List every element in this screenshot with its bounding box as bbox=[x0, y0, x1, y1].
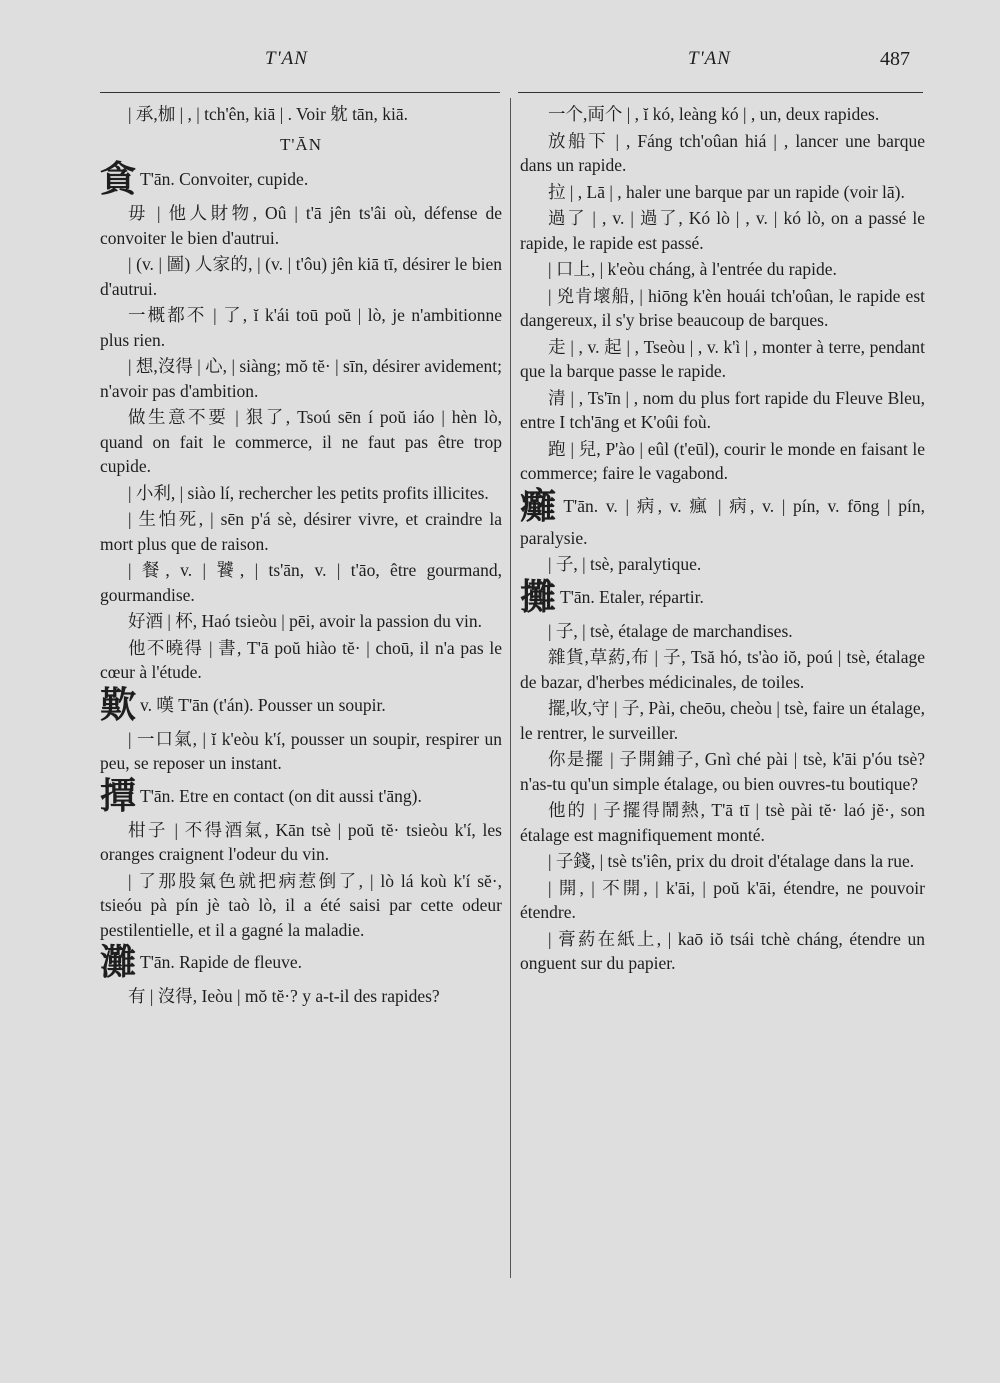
headword-entry bbox=[100, 944, 502, 982]
sub-entry: 他不曉得 | 書, T'ā poŭ hiào tĕ· | choū, il n'a pas le cœur à l'étude. bbox=[100, 637, 502, 682]
column-divider bbox=[510, 98, 511, 1278]
sub-entry: 做生意不要 | 狠了, Tsoú sēn í poŭ iáo | hèn lò, quand on fait le commerce, il ne faut pas être trop cupide. bbox=[100, 407, 502, 476]
sub-entry: 你是擺 | 子開鋪子, Gnì ché pài | tsè, k'āi p'óu tsè? n'as-tu qu'un simple étalage, ou bien ouvres-tu boutique? bbox=[520, 749, 925, 794]
sub-entry: | 生怕死, | sēn p'á sè, désirer vivre, et craindre la mort plus que de raison. bbox=[100, 509, 502, 554]
sub-entry: | 餐, v. | 饕, | ts'ān, v. | t'āo, être gourmand, gourmandise. bbox=[100, 560, 502, 605]
sub-entry: 走 | , v. 起 | , Tseòu | , v. k'ì | , monter à terre, pendant que la barque passe le rapide. bbox=[520, 336, 925, 381]
sub-entry: 柑子 | 不得酒氣, Kān tsè | poŭ tĕ· tsieòu k'í, les oranges craignent l'odeur du vin. bbox=[100, 819, 502, 864]
sub-entry: | 小利, | siào lí, rechercher les petits profits illicites. bbox=[128, 482, 489, 503]
section-heading: T'ĀN bbox=[279, 134, 322, 154]
headword-character: 灘 bbox=[100, 942, 137, 983]
sub-entry: | 口上, | k'eòu cháng, à l'entrée du rapide. bbox=[548, 259, 837, 279]
header-rule-left bbox=[100, 92, 500, 93]
sub-entry: 擺,收,守 | 子, Pài, cheōu, cheòu | tsè, faire un étalage, le rentrer, le surveiller. bbox=[520, 698, 925, 743]
sub-entry: 過了 | , v. | 過了, Kó lò | , v. | kó lò, on a passé le rapide, le rapide est passé. bbox=[520, 208, 925, 253]
headword-definition: T'ān. Etre en contact (on dit aussi t'āng). bbox=[140, 785, 422, 806]
sub-entry: | 承,枷 | , | tch'ên, kiā | . Voir 躭 tān, kiā. bbox=[128, 104, 408, 124]
sub-entry: | 膏葯在紙上, | kaō iŏ tsái tchè cháng, étendre un onguent sur du papier. bbox=[520, 928, 925, 973]
sub-entry: | 了那股氣色就把病惹倒了, | lò lá koù k'í sĕ·, tsieóu pà pín jè taò lò, il a été saisi par cette odeur pestilentielle, et il a gagné la maladie. bbox=[100, 870, 502, 940]
page-number: 487 bbox=[880, 48, 910, 70]
headword-character: 貪 bbox=[100, 159, 137, 200]
sub-entry: 拉 | , Lā | , haler une barque par un rapide (voir lā). bbox=[548, 181, 905, 202]
headword-entry bbox=[100, 684, 502, 726]
sub-entry: 清 | , Ts'īn | , nom du plus fort rapide du Fleuve Bleu, entre I tch'āng et K'oûi foù. bbox=[520, 387, 925, 432]
sub-entry: | 子, | tsè, paralytique. bbox=[548, 554, 702, 574]
headword-character: 攤 bbox=[520, 576, 557, 618]
right-column bbox=[520, 102, 925, 978]
sub-entry: 好酒 | 杯, Haó tsieòu | pēi, avoir la passion du vin. bbox=[128, 611, 483, 631]
headword-entry bbox=[520, 485, 925, 551]
header-rule-right bbox=[518, 92, 923, 93]
sub-entry: | 兇肯壞船, | hiōng k'èn houái tch'oûan, le rapide est dangereux, il s'y brise beaucoup de barques. bbox=[520, 285, 925, 330]
sub-entry: 雜貨,草葯,布 | 子, Tsă hó, ts'ào iŏ, poú | tsè, étalage de bazar, d'herbes médicinales, de toiles. bbox=[520, 647, 925, 692]
sub-entry: 放船下 | , Fáng tch'oûan hiá | , lancer une barque dans un rapide. bbox=[520, 130, 925, 175]
running-head-left: T'AN bbox=[265, 48, 308, 69]
sub-entry: 跑 | 兒, P'ào | eûl (t'eūl), courir le monde en faisant le commerce; faire le vagabond. bbox=[520, 438, 925, 483]
headword-definition: T'ān. v. | 病, v. 瘋 | 病, v. | pín, v. fōng | pín, paralysie. bbox=[520, 495, 925, 548]
headword-character: 歎 bbox=[100, 684, 137, 726]
sub-entry: 一个,両个 | , ĭ kó, leàng kó | , un, deux rapides. bbox=[548, 104, 880, 124]
sub-entry: 他的 | 子擺得鬧熱, T'ā tī | tsè pài tĕ· laó jĕ·, son étalage est magnifiquement monté. bbox=[520, 800, 925, 845]
sub-entry: | 想,沒得 | 心, | siàng; mŏ tĕ· | sīn, désirer avidement; n'avoir pas d'ambition. bbox=[100, 356, 502, 401]
headword-definition: T'ān. Rapide de fleuve. bbox=[140, 952, 303, 972]
headword-entry bbox=[100, 161, 502, 199]
headword-definition: v. 嘆 T'ān (t'án). Pousser un soupir. bbox=[140, 694, 386, 715]
headword-entry bbox=[100, 775, 502, 817]
headword-character: 撢 bbox=[100, 775, 137, 817]
sub-entry: | 子, | tsè, étalage de marchandises. bbox=[548, 620, 793, 641]
sub-entry: | 一口氣, | ĭ k'eòu k'í, pousser un soupir, respirer un peu, se reposer un instant. bbox=[100, 728, 502, 773]
sub-entry: | 子錢, | tsè ts'iên, prix du droit d'étalage dans la rue. bbox=[548, 851, 915, 871]
headword-definition: T'ān. Etaler, répartir. bbox=[560, 586, 704, 607]
left-column bbox=[100, 102, 502, 1011]
sub-entry: | (v. | 圖) 人家的, | (v. | t'ôu) jên kiā tī, désirer le bien d'autrui. bbox=[100, 254, 502, 299]
sub-entry: | 開, | 不開, | k'āi, | poŭ k'āi, étendre, ne pouvoir étendre. bbox=[520, 877, 925, 922]
sub-entry: 有 | 沒得, Ieòu | mŏ tĕ·? y a-t-il des rapides? bbox=[128, 986, 440, 1006]
headword-character: 癱 bbox=[520, 485, 560, 527]
sub-entry: 一概都不 | 了, ĭ k'ái toū poŭ | lò, je n'ambitionne plus rien. bbox=[100, 305, 502, 350]
running-head-right: T'AN bbox=[688, 48, 731, 69]
sub-entry: 毋 | 他人財物, Oû | t'ā jên ts'âi où, défense de convoiter le bien d'autrui. bbox=[100, 203, 502, 248]
headword-definition: T'ān. Convoiter, cupide. bbox=[140, 169, 309, 189]
headword-entry bbox=[520, 576, 925, 618]
